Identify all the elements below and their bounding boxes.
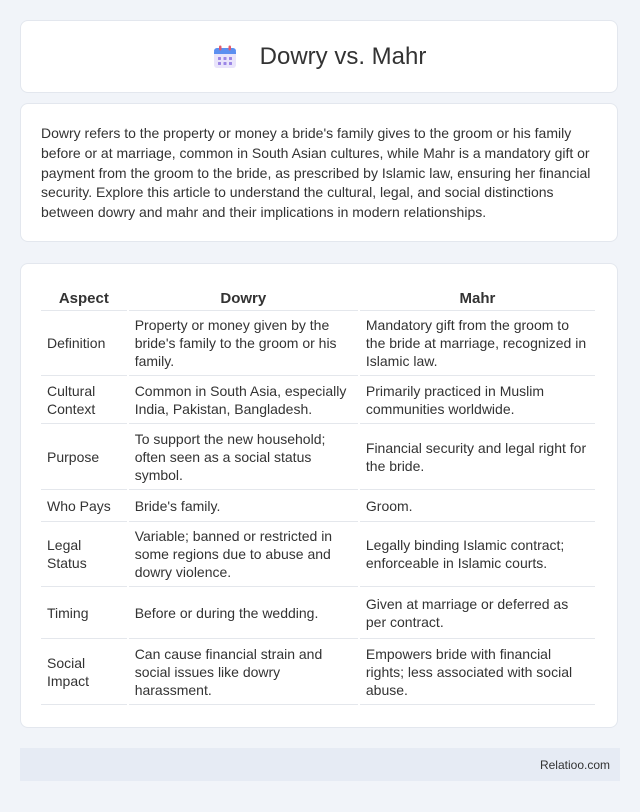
header-dowry: Dowry bbox=[129, 286, 358, 311]
mahr-cell: Mandatory gift from the groom to the bride at marriage, recognized in Islamic law. bbox=[360, 311, 595, 376]
mahr-cell: Given at marriage or deferred as per contract. bbox=[360, 587, 595, 639]
intro-text: Dowry refers to the property or money a bride's family gives to the groom or his family before or at marriage, common in South Asian cultures, while Mahr is a mandatory gift or payment from the groom to the bride, as prescribed by Islamic law, ensuring her financial security. Explore this article to understand the cultural, legal, and social distinctions between dowry and mahr and their implications in modern relationships. bbox=[41, 125, 591, 221]
comparison-card bbox=[20, 263, 618, 728]
table-row bbox=[41, 490, 595, 522]
mahr-cell: Financial security and legal right for the bride. bbox=[360, 424, 595, 490]
aspect-cell: Timing bbox=[41, 587, 127, 639]
aspect-cell: Who Pays bbox=[41, 490, 127, 522]
dowry-cell: Bride's family. bbox=[129, 490, 358, 522]
comparison-table bbox=[39, 286, 597, 705]
table-row bbox=[41, 587, 595, 639]
aspect-cell: Purpose bbox=[41, 424, 127, 490]
intro-card bbox=[20, 103, 618, 242]
table-row bbox=[41, 311, 595, 376]
page-title: Dowry vs. Mahr bbox=[259, 42, 427, 70]
table-row bbox=[41, 376, 595, 424]
dowry-cell: Common in South Asia, especially India, Pakistan, Bangladesh. bbox=[129, 376, 358, 424]
table-row bbox=[41, 522, 595, 587]
dowry-cell: Property or money given by the bride's family to the groom or his family. bbox=[129, 311, 358, 376]
dowry-cell: Variable; banned or restricted in some regions due to abuse and dowry violence. bbox=[129, 522, 358, 587]
aspect-cell: Social Impact bbox=[41, 639, 127, 705]
mahr-cell: Legally binding Islamic contract; enforceable in Islamic courts. bbox=[360, 522, 595, 587]
aspect-cell: Definition bbox=[41, 311, 127, 376]
dowry-cell: To support the new household; often seen as a social status symbol. bbox=[129, 424, 358, 490]
mahr-cell: Empowers bride with financial rights; less associated with social abuse. bbox=[360, 639, 595, 705]
header-card bbox=[20, 20, 618, 93]
calendar-icon bbox=[212, 44, 238, 70]
mahr-cell: Groom. bbox=[360, 490, 595, 522]
footer-brand[interactable]: Relatioo.com bbox=[539, 757, 610, 772]
aspect-cell: Legal Status bbox=[41, 522, 127, 587]
mahr-cell: Primarily practiced in Muslim communities worldwide. bbox=[360, 376, 595, 424]
aspect-cell: Cultural Context bbox=[41, 376, 127, 424]
table-header-row bbox=[41, 286, 595, 311]
table-row bbox=[41, 424, 595, 490]
footer-bar bbox=[20, 748, 620, 781]
dowry-cell: Before or during the wedding. bbox=[129, 587, 358, 639]
header-mahr: Mahr bbox=[360, 286, 595, 311]
table-row bbox=[41, 639, 595, 705]
header-aspect: Aspect bbox=[41, 286, 127, 311]
dowry-cell: Can cause financial strain and social issues like dowry harassment. bbox=[129, 639, 358, 705]
